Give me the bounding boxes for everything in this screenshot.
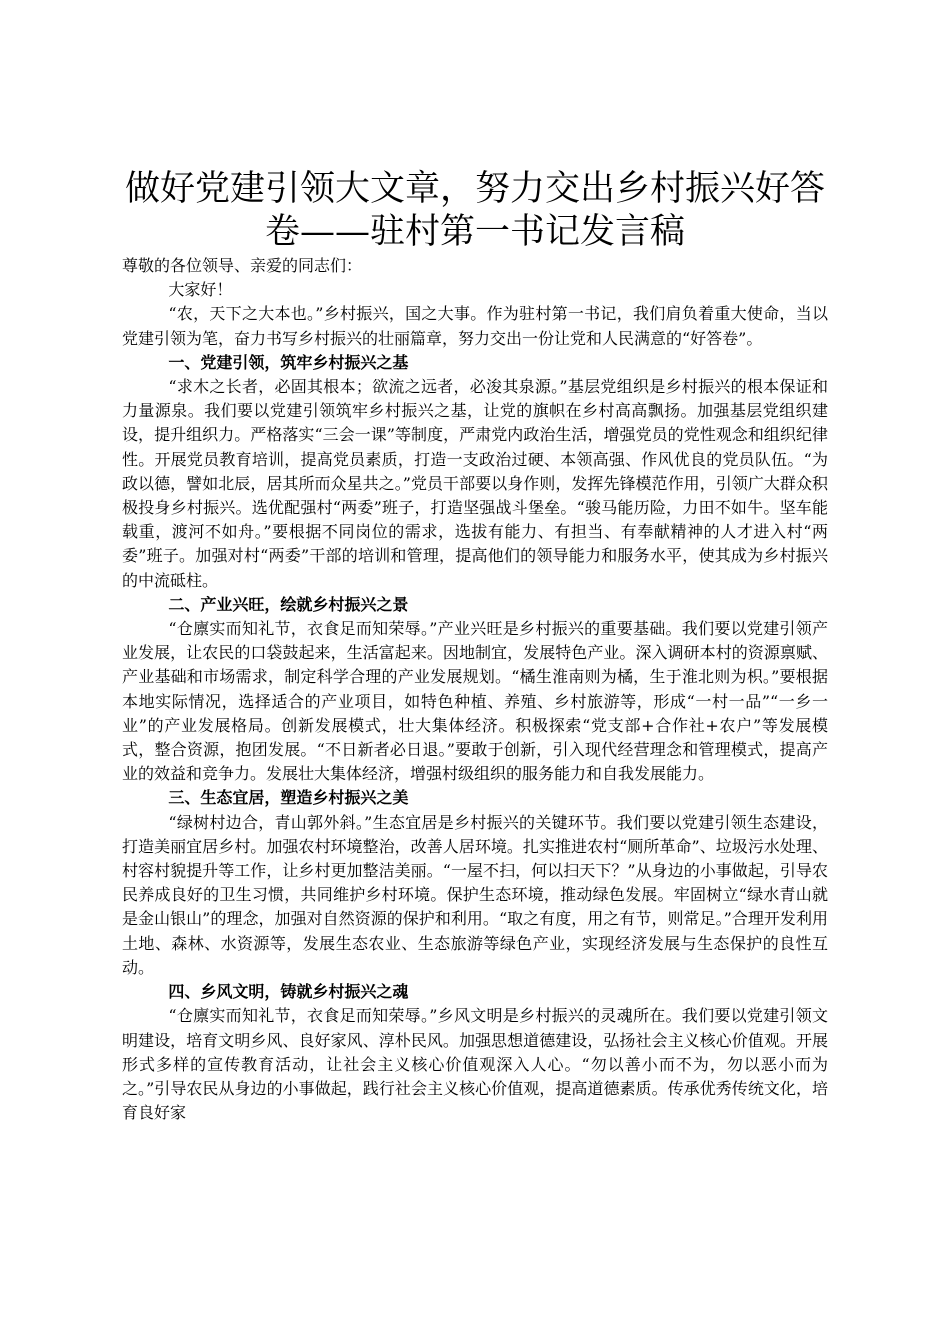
section-heading: 三、生态宜居，塑造乡村振兴之美 xyxy=(168,788,409,808)
section-3 xyxy=(122,786,828,980)
section-heading: 四、乡风文明，铸就乡村振兴之魂 xyxy=(168,982,409,1002)
section-4 xyxy=(122,980,828,1125)
section-2 xyxy=(122,593,828,787)
section-body: “仓廪实而知礼节，衣食足而知荣辱。”乡风文明是乡村振兴的灵魂所在。我们要以党建引领文明建设，培育文明乡风、良好家风、淳朴民风。加强思想道德建设，弘扬社会主义核心价值观。开展形式多样的宣传教育活动，让社会主义核心价值观深入人心。“勿以善小而不为，勿以恶小而为之。”引导农民从身边的小事做起，践行社会主义核心价值观，提高道德素质。传承优秀传统文化，培育良好家 xyxy=(122,1006,828,1123)
section-1 xyxy=(122,351,828,593)
title-line-1: 做好党建引领大文章，努力交出乡村振兴好答 xyxy=(124,169,825,209)
section-heading: 一、党建引领，筑牢乡村振兴之基 xyxy=(168,352,409,372)
section-body: “求木之长者，必固其根本；欲流之远者，必浚其泉源。”基层党组织是乡村振兴的根本保证和力量源泉。我们要以党建引领筑牢乡村振兴之基，让党的旗帜在乡村高高飘扬。加强基层党组织建设，提升组织力。严格落实“三会一课”等制度，严肃党内政治生活，增强党员的党性观念和组织纪律性。开展党员教育培训，提高党员素质，打造一支政治过硬、本领高强、作风优良的党员队伍。“为政以德，譬如北辰，居其所而众星共之。”党员干部要以身作则，发挥先锋模范作用，引领广大群众积极投身乡村振兴。选优配强村“两委”班子，打造坚强战斗堡垒。“骏马能历险，力田不如牛。坚车能载重，渡河不如舟。”要根据不同岗位的需求，选拔有能力、有担当、有奉献精神的人才进入村“两委”班子。加强对村“两委”干部的培训和管理，提高他们的领导能力和服务水平，使其成为乡村振兴的中流砥柱。 xyxy=(122,377,828,590)
section-body: “绿树村边合，青山郭外斜。”生态宜居是乡村振兴的关键环节。我们要以党建引领生态建设，打造美丽宜居乡村。加强农村环境整治，改善人居环境。扎实推进农村“厕所革命”、垃圾污水处理、村容村貌提升等工作，让乡村更加整洁美丽。“一屋不扫，何以扫天下？”从身边的小事做起，引导农民养成良好的卫生习惯，共同维护乡村环境。保护生态环境，推动绿色发展。牢固树立“绿水青山就是金山银山”的理念，加强对自然资源的保护和利用。“取之有度，用之有节，则常足。”合理开发利用土地、森林、水资源等，发展生态农业、生态旅游等绿色产业，实现经济发展与生态保护的良性互动。 xyxy=(122,812,828,977)
salutation: 尊敬的各位领导、亲爱的同志们： xyxy=(122,256,363,275)
greeting: 大家好！ xyxy=(168,280,233,300)
intro-paragraph: “农，天下之大本也。”乡村振兴，国之大事。作为驻村第一书记，我们肩负着重大使命，当以党建引领为笔，奋力书写乡村振兴的壮丽篇章，努力交出一份让党和人民满意的“好答卷”。 xyxy=(122,304,828,348)
title-line-2: 卷——驻村第一书记发言稿 xyxy=(264,212,685,252)
section-body: “仓廪实而知礼节，衣食足而知荣辱。”产业兴旺是乡村振兴的重要基础。我们要以党建引领产业发展，让农民的口袋鼓起来，生活富起来。因地制宜，发展特色产业。深入调研本村的资源禀赋、产业基础和市场需求，制定科学合理的产业发展规划。“橘生淮南则为橘，生于淮北则为枳。”要根据本地实际情况，选择适合的产业项目，如特色种植、养殖、乡村旅游等，形成“一村一品”“一乡一业”的产业发展格局。创新发展模式，壮大集体经济。积极探索“党支部+合作社+农户”等发展模式，整合资源，抱团发展。“不日新者必日退。”要敢于创新，引入现代经营理念和管理模式，提高产业的效益和竞争力。发展壮大集体经济，增强村级组织的服务能力和自我发展能力。 xyxy=(122,619,828,784)
document-page xyxy=(122,168,828,1125)
section-heading: 二、产业兴旺，绘就乡村振兴之景 xyxy=(168,594,409,614)
document-title xyxy=(122,168,828,254)
